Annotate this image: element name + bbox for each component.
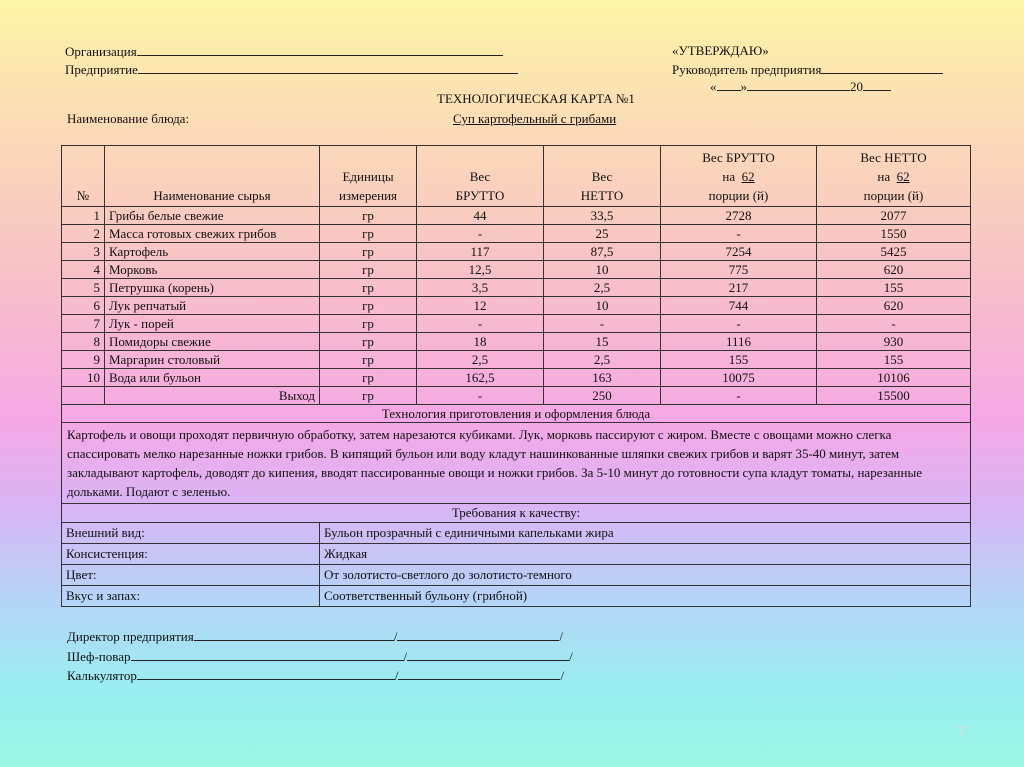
row-unit: гр — [320, 315, 417, 333]
quality-label: Вкус и запах: — [62, 586, 320, 607]
table-row — [62, 369, 971, 387]
quality-title: Требования к качеству: — [62, 504, 971, 523]
table-row — [62, 351, 971, 369]
row-brutto: 3,5 — [417, 279, 544, 297]
row-num: 1 — [62, 207, 105, 225]
output-netto-total: 15500 — [817, 387, 971, 405]
row-netto: 10 — [544, 261, 661, 279]
date-day-blank — [717, 78, 741, 91]
header-brutto-total-portions: 62 — [741, 169, 755, 184]
chef-slash-end: / — [569, 649, 573, 664]
technology-title-row — [62, 405, 971, 423]
row-name: Маргарин столовый — [105, 351, 320, 369]
director-label: Директор предприятия — [67, 629, 194, 644]
output-num — [62, 387, 105, 405]
row-brutto: 12,5 — [417, 261, 544, 279]
row-unit: гр — [320, 207, 417, 225]
quality-value: Жидкая — [320, 544, 971, 565]
approve-label: «УТВЕРЖДАЮ» — [672, 43, 769, 58]
header-netto-1: Вес — [591, 169, 613, 184]
header-netto-total-1: Вес НЕТТО — [860, 150, 927, 165]
quality-label: Консистенция: — [62, 544, 320, 565]
row-netto-total: 10106 — [817, 369, 971, 387]
row-netto: 2,5 — [544, 279, 661, 297]
director-name-blank — [397, 628, 559, 641]
calculator-slash: / — [394, 668, 399, 683]
table-row — [62, 225, 971, 243]
organization-label: Организация — [65, 44, 137, 59]
row-unit: гр — [320, 279, 417, 297]
quality-label: Внешний вид: — [62, 523, 320, 544]
header-netto-total-3: порции (й) — [863, 188, 924, 203]
chef-signature — [67, 648, 573, 664]
technology-text-row — [62, 423, 971, 504]
quality-row — [62, 586, 971, 607]
row-brutto: 2,5 — [417, 351, 544, 369]
quality-title-row — [62, 504, 971, 523]
chef-slash: / — [403, 649, 408, 664]
director-blank — [194, 628, 394, 641]
technology-title: Технология приготовления и оформления блюда — [62, 405, 971, 423]
header-unit — [320, 146, 417, 207]
chef-name-blank — [407, 648, 569, 661]
row-unit: гр — [320, 243, 417, 261]
output-unit: гр — [320, 387, 417, 405]
header-unit-1: Единицы — [342, 169, 394, 184]
table-row — [62, 315, 971, 333]
header-brutto-total-1: Вес БРУТТО — [702, 150, 775, 165]
row-netto: 163 — [544, 369, 661, 387]
quality-row — [62, 523, 971, 544]
header-brutto-total-3: порции (й) — [708, 188, 769, 203]
row-brutto-total: - — [661, 225, 817, 243]
row-netto-total: 930 — [817, 333, 971, 351]
row-num: 4 — [62, 261, 105, 279]
row-brutto-total: - — [661, 315, 817, 333]
date-open: « — [710, 79, 717, 94]
quality-value: От золотисто-светлого до золотисто-темного — [320, 565, 971, 586]
row-num: 6 — [62, 297, 105, 315]
header-brutto — [417, 146, 544, 207]
enterprise-label: Предприятие — [65, 62, 138, 77]
quality-row — [62, 544, 971, 565]
row-num: 7 — [62, 315, 105, 333]
row-num: 5 — [62, 279, 105, 297]
date-mid: » — [740, 79, 747, 94]
date-field — [710, 78, 891, 94]
enterprise-field — [65, 61, 518, 77]
quality-row — [62, 565, 971, 586]
row-name: Масса готовых свежих грибов — [105, 225, 320, 243]
table-row — [62, 207, 971, 225]
page-title: ТЕХНОЛОГИЧЕСКАЯ КАРТА №1 — [437, 91, 635, 106]
header-num: № — [62, 146, 105, 207]
row-netto-total: 155 — [817, 351, 971, 369]
row-brutto-total: 7254 — [661, 243, 817, 261]
header-netto-2: НЕТТО — [580, 188, 624, 203]
row-unit: гр — [320, 297, 417, 315]
header-netto — [544, 146, 661, 207]
quality-value: Соответственный бульону (грибной) — [320, 586, 971, 607]
header-brutto-total — [661, 146, 817, 207]
date-year: 20 — [850, 79, 863, 94]
organization-field — [65, 43, 503, 59]
row-brutto-total: 10075 — [661, 369, 817, 387]
row-netto: 15 — [544, 333, 661, 351]
output-row — [62, 387, 971, 405]
row-brutto-total: 217 — [661, 279, 817, 297]
row-netto: 2,5 — [544, 351, 661, 369]
director-slash-end: / — [559, 629, 563, 644]
head-blank — [821, 61, 943, 74]
row-unit: гр — [320, 333, 417, 351]
organization-blank — [137, 43, 503, 56]
calculator-label: Калькулятор — [67, 668, 137, 683]
table-row — [62, 261, 971, 279]
row-netto-total: 5425 — [817, 243, 971, 261]
header-brutto-total-na: на — [722, 169, 736, 184]
page-number: 7 — [957, 724, 966, 741]
enterprise-blank — [138, 61, 518, 74]
header-brutto-2: БРУТТО — [455, 188, 505, 203]
header-brutto-1: Вес — [469, 169, 491, 184]
row-netto: - — [544, 315, 661, 333]
calculator-blank — [137, 667, 395, 680]
quality-rows — [62, 523, 971, 607]
director-slash: / — [393, 629, 398, 644]
quality-label: Цвет: — [62, 565, 320, 586]
table-row — [62, 333, 971, 351]
row-num: 9 — [62, 351, 105, 369]
table-header-row — [62, 146, 971, 207]
row-name: Картофель — [105, 243, 320, 261]
row-netto-total: - — [817, 315, 971, 333]
row-netto-total: 2077 — [817, 207, 971, 225]
row-name: Вода или бульон — [105, 369, 320, 387]
ingredients-table — [61, 145, 971, 607]
row-unit: гр — [320, 369, 417, 387]
row-brutto-total: 775 — [661, 261, 817, 279]
output-brutto: - — [417, 387, 544, 405]
row-netto-total: 620 — [817, 297, 971, 315]
technology-text: Картофель и овощи проходят первичную обработку, затем нарезаются кубиками. Лук, морковь пассируют с жиром. Вместе с овощами можно слегка спассировать мелко нарезанные ножки грибов. В кипящий бульон или воду кладут нашинкованные шляпки свежих грибов и варят 35-40 минут, затем закладывают картофель, доводят до кипения, вводят пассированные овощи и ножки грибов. За 5-10 минут до готовности супа кладут томаты, нарезанные дольками. Подают с зеленью. — [62, 423, 971, 504]
row-netto-total: 155 — [817, 279, 971, 297]
row-netto-total: 620 — [817, 261, 971, 279]
row-brutto: 18 — [417, 333, 544, 351]
row-unit: гр — [320, 225, 417, 243]
row-num: 2 — [62, 225, 105, 243]
quality-value: Бульон прозрачный с единичными капельками жира — [320, 523, 971, 544]
chef-label: Шеф-повар — [67, 649, 131, 664]
output-label: Выход — [105, 387, 320, 405]
row-brutto: - — [417, 225, 544, 243]
dish-name: Суп картофельный с грибами — [453, 111, 617, 126]
output-netto: 250 — [544, 387, 661, 405]
calculator-name-blank — [398, 667, 560, 680]
chef-blank — [131, 648, 404, 661]
row-num: 8 — [62, 333, 105, 351]
head-label: Руководитель предприятия — [672, 62, 822, 77]
row-num: 10 — [62, 369, 105, 387]
row-netto: 10 — [544, 297, 661, 315]
row-netto: 87,5 — [544, 243, 661, 261]
row-netto: 25 — [544, 225, 661, 243]
row-brutto-total: 1116 — [661, 333, 817, 351]
row-brutto: 162,5 — [417, 369, 544, 387]
row-unit: гр — [320, 351, 417, 369]
row-name: Петрушка (корень) — [105, 279, 320, 297]
row-unit: гр — [320, 261, 417, 279]
row-brutto: 12 — [417, 297, 544, 315]
director-signature — [67, 628, 563, 644]
row-name: Лук репчатый — [105, 297, 320, 315]
calculator-signature — [67, 667, 564, 683]
row-netto: 33,5 — [544, 207, 661, 225]
header-netto-total-na: на — [877, 169, 891, 184]
table-row — [62, 279, 971, 297]
row-name: Морковь — [105, 261, 320, 279]
header-netto-total-portions: 62 — [896, 169, 910, 184]
ingredient-rows — [62, 207, 971, 387]
row-brutto: 44 — [417, 207, 544, 225]
calculator-slash-end: / — [560, 668, 565, 683]
table-row — [62, 297, 971, 315]
row-brutto: - — [417, 315, 544, 333]
row-name: Лук - порей — [105, 315, 320, 333]
row-brutto-total: 155 — [661, 351, 817, 369]
table-row — [62, 243, 971, 261]
head-field — [672, 61, 943, 77]
header-netto-total — [817, 146, 971, 207]
row-brutto-total: 2728 — [661, 207, 817, 225]
header-unit-2: измерения — [338, 188, 398, 203]
row-netto-total: 1550 — [817, 225, 971, 243]
row-brutto-total: 744 — [661, 297, 817, 315]
row-name: Помидоры свежие — [105, 333, 320, 351]
row-name: Грибы белые свежие — [105, 207, 320, 225]
output-brutto-total: - — [661, 387, 817, 405]
date-year-blank — [863, 78, 891, 91]
dish-label: Наименование блюда: — [67, 111, 190, 126]
header-name: Наименование сырья — [105, 146, 320, 207]
date-month-blank — [747, 78, 850, 91]
row-num: 3 — [62, 243, 105, 261]
row-brutto: 117 — [417, 243, 544, 261]
